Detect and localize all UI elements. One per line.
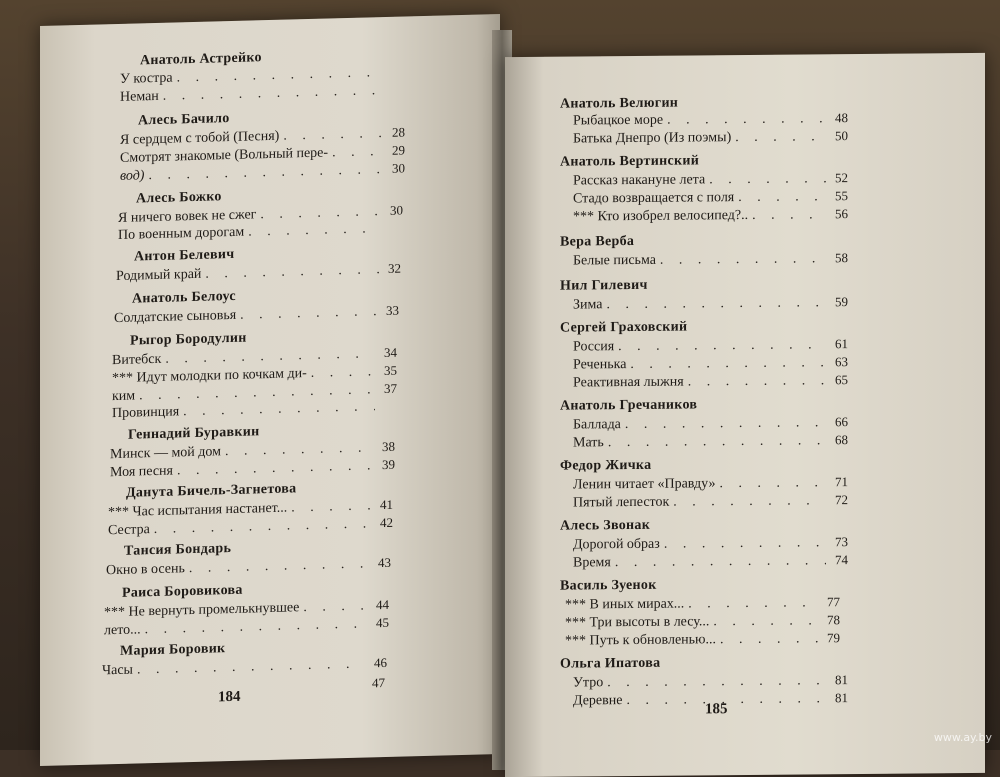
toc-entry: Дорогой образ . . . 73 bbox=[573, 534, 848, 553]
toc-entry: *** Три высоты в лесу... . . . 78 bbox=[565, 612, 840, 631]
page-number-left: 184 bbox=[218, 688, 241, 706]
toc-entry: По военным дорогам . . . bbox=[118, 221, 403, 244]
author-heading: Нил Гилевич bbox=[560, 277, 648, 294]
toc-entry: Часы . . . 46 bbox=[102, 655, 387, 679]
toc-entry: Сестра . . . 42 bbox=[108, 515, 393, 539]
trailing-page-number: 47 bbox=[372, 674, 385, 691]
toc-entry: Зима . . . 59 bbox=[573, 294, 848, 313]
toc-entry: Окно в осень . . . 43 bbox=[106, 555, 391, 579]
author-heading: Анатоль Гречаников bbox=[560, 397, 698, 414]
toc-entry: Солдатские сыновья . . . 33 bbox=[114, 303, 399, 327]
toc-entry: *** Путь к обновленью... . . . 79 bbox=[565, 630, 840, 649]
right-page bbox=[505, 53, 985, 777]
author-heading: Данута Бичель-Загнетова bbox=[126, 481, 297, 501]
author-heading: Анатоль Вертинский bbox=[560, 153, 700, 170]
toc-entry: Родимый край . . . 32 bbox=[116, 261, 401, 285]
toc-entry: лето... . . . 45 bbox=[104, 615, 389, 639]
toc-entry: *** Час испытания настанет... . . . 41 bbox=[108, 497, 393, 521]
author-heading: Ольга Ипатова bbox=[560, 655, 661, 672]
toc-entry: Белые письма . . . 58 bbox=[573, 250, 848, 269]
author-heading: Федор Жичка bbox=[560, 457, 652, 474]
toc-entry: Деревне . . . 81 bbox=[573, 690, 848, 709]
author-heading: Анатоль Астрейко bbox=[140, 50, 262, 69]
toc-entry: *** Не вернуть промелькнувшее . . . 44 bbox=[104, 597, 389, 621]
toc-entry: Утро . . . 81 bbox=[573, 672, 848, 691]
author-heading: Анатоль Велюгин bbox=[560, 95, 679, 112]
author-heading: Антон Белевич bbox=[134, 246, 235, 265]
toc-entry: Россия . . . 61 bbox=[573, 336, 848, 355]
toc-entry: Провинция . . . bbox=[112, 399, 397, 422]
toc-entry: Витебск . . . 34 bbox=[112, 345, 397, 369]
toc-entry: Минск — мой дом . . . 38 bbox=[110, 439, 395, 463]
toc-entry: Стадо возвращается с поля . . . 55 bbox=[573, 188, 848, 207]
toc-entry: ким . . . 37 bbox=[112, 381, 397, 405]
toc-entry: Я сердцем с тобой (Песня) . . . 28 bbox=[120, 124, 405, 148]
toc-entry: Я ничего вовек не сжег . . . 30 bbox=[118, 203, 403, 227]
toc-entry: вод) . . . 30 bbox=[120, 160, 405, 184]
author-heading: Алесь Божко bbox=[136, 189, 222, 207]
page-number-right: 185 bbox=[705, 701, 728, 718]
author-heading: Мария Боровик bbox=[120, 641, 226, 659]
toc-entry: Баллада . . . 66 bbox=[573, 414, 848, 433]
author-heading: Алесь Звонак bbox=[560, 517, 651, 534]
toc-entry: Реченька . . . 63 bbox=[573, 354, 848, 373]
toc-entry: Мать . . . 68 bbox=[573, 432, 848, 451]
toc-entry: Неман . . . bbox=[120, 82, 405, 105]
author-heading: Тансия Бондарь bbox=[124, 541, 232, 559]
toc-entry: Рассказ накануне лета . . . 52 bbox=[573, 170, 848, 189]
author-heading: Василь Зуенок bbox=[560, 577, 657, 594]
author-heading: Геннадий Буравкин bbox=[128, 424, 260, 443]
toc-entry: Смотрят знакомые (Вольный пере- . . . 29 bbox=[120, 142, 405, 166]
toc-entry: Время . . . 74 bbox=[573, 552, 848, 571]
toc-entry: *** Идут молодки по кочкам ди- . . . 35 bbox=[112, 363, 397, 387]
toc-entry: Реактивная лыжня . . . 65 bbox=[573, 372, 848, 391]
author-heading: Вера Верба bbox=[560, 233, 635, 250]
toc-entry: *** Кто изобрел велосипед?.. . . . 56 bbox=[573, 206, 848, 225]
toc-entry: Пятый лепесток . . . 72 bbox=[573, 492, 848, 511]
toc-entry: У костра . . . bbox=[120, 64, 405, 87]
watermark: www.ay.by bbox=[933, 731, 992, 744]
author-heading: Раиса Боровикова bbox=[122, 582, 243, 601]
left-page bbox=[40, 14, 500, 766]
toc-entry: Рыбацкое море . . . 48 bbox=[573, 110, 848, 129]
author-heading: Алесь Бачило bbox=[138, 111, 230, 129]
author-heading: Анатоль Белоус bbox=[132, 288, 236, 307]
toc-entry: Моя песня . . . 39 bbox=[110, 457, 395, 481]
author-heading: Сергей Граховский bbox=[560, 319, 688, 336]
toc-entry: Батька Днепро (Из поэмы) . . . 50 bbox=[573, 128, 848, 147]
author-heading: Рыгор Бородулин bbox=[130, 330, 247, 349]
toc-entry: Ленин читает «Правду» . . . 71 bbox=[573, 474, 848, 493]
toc-entry: *** В иных мирах... . . . 77 bbox=[565, 594, 840, 613]
